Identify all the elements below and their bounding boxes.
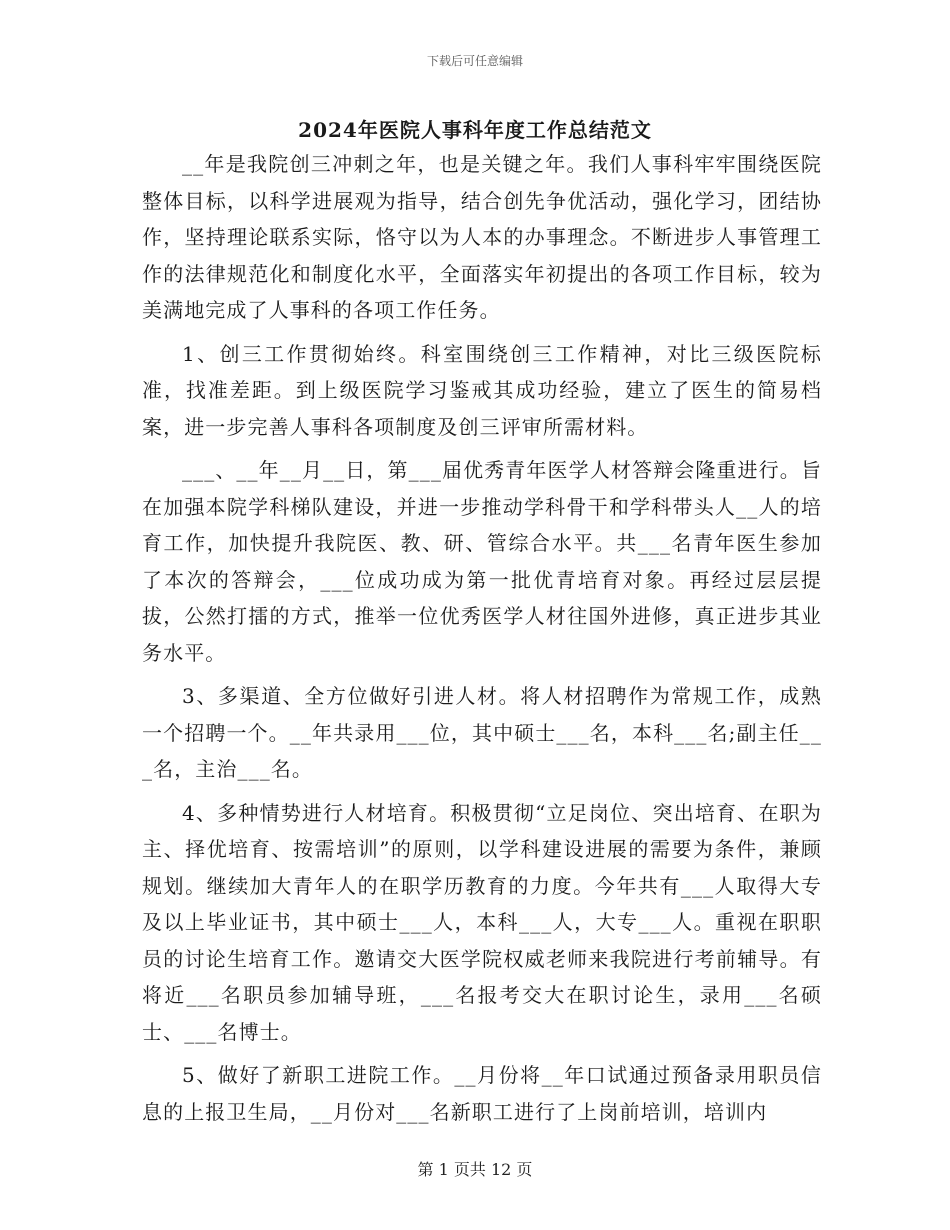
header-note: 下载后可任意编辑 bbox=[426, 54, 523, 68]
paragraph-item-2: ___、__年__月__日，第___届优秀青年医学人材答辩会隆重进行。旨在加强本院学科梯队建设，并进一步推动学科骨干和学科带头人__人的培育工作，加快提升我院医、教、研、管综合水平。共___名青年医生参加了本次的答辩会，___位成功成为第一批优青培育对象。再经过层层提拔，公然打擂的方式，推举一位优秀医学人材往国外进修，真正进步其业务水平。 bbox=[142, 458, 822, 665]
paragraph-item-5: 5、做好了新职工进院工作。__月份将__年口试通过预备录用职员信息的上报卫生局，__月份对___名新职工进行了上岗前培训，培训内 bbox=[142, 1063, 822, 1124]
paragraph-item-1: 1、创三工作贯彻始终。科室围绕创三工作精神，对比三级医院标准，找准差距。到上级医院学习鉴戒其成功经验，建立了医生的简易档案，进一步完善人事科各项制度及创三评审所需材料。 bbox=[142, 341, 822, 439]
paragraph-item-4: 4、多种情势进行人材培育。积极贯彻“立足岗位、突出培育、在职为主、择优培育、按需培训”的原则，以学科建设进展的需要为条件，兼顾规划。继续加大青年人的在职学历教育的力度。今年共有___人取得大专及以上毕业证书，其中硕士___人，本科___人，大专___人。重视在职职员的讨论生培育工作。邀请交大医学院权威老师来我院进行考前辅导。有将近___名职员参加辅导班，___名报考交大在职讨论生，录用___名硕士、___名博士。 bbox=[142, 800, 822, 1044]
document-title: 2024年医院人事科年度工作总结范文 bbox=[298, 118, 652, 142]
document-body bbox=[142, 146, 822, 1137]
paragraph-intro: __年是我院创三冲刺之年，也是关键之年。我们人事科牢牢围绕医院整体目标，以科学进展观为指导，结合创先争优活动，强化学习，团结协作，坚持理论联系实际，恪守以为人本的办事理念。不断进步人事管理工作的法律规范化和制度化水平，全面落实年初提出的各项工作目标，较为美满地完成了人事科的各项工作任务。 bbox=[142, 152, 822, 322]
paragraph-item-3: 3、多渠道、全方位做好引进人材。将人材招聘作为常规工作，成熟一个招聘一个。__年共录用___位，其中硕士___名，本科___名;副主任___名，主治___名。 bbox=[142, 684, 822, 781]
page-footer: 第 1 页共 12 页 bbox=[417, 1160, 533, 1179]
